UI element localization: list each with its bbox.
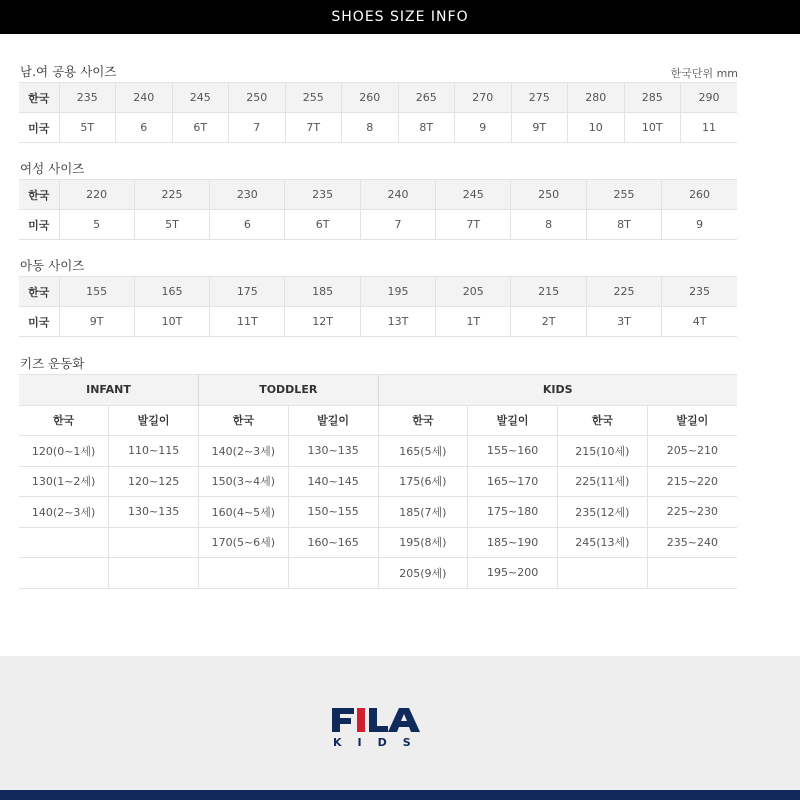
footer-bar [0,790,800,800]
kids-shoes-table [19,374,737,589]
size-cell: 7T [436,210,511,240]
size-cell: 13T [360,307,435,337]
kr-label: 한국 [19,277,59,307]
size-cell: 9T [59,307,134,337]
size-cell: 120(0~1세) [19,436,109,467]
size-cell: 255 [586,180,661,210]
size-cell: 220 [59,180,134,210]
us-row [19,307,737,337]
size-cell: 4T [662,307,737,337]
size-cell: 5T [134,210,209,240]
size-cell: 250 [511,180,586,210]
size-cell: 240 [116,83,173,113]
size-cell: 10T [134,307,209,337]
size-cell: 9 [662,210,737,240]
size-cell [558,558,648,589]
logo-sub-text: KIDS [333,736,427,749]
footer [0,656,800,800]
size-cell: 250 [229,83,286,113]
size-cell: 185 [285,277,360,307]
size-cell: 120~125 [109,466,199,497]
size-cell: 245 [172,83,229,113]
size-cell: 8T [398,113,455,143]
size-cell: 165~170 [468,466,558,497]
size-cell: 3T [586,307,661,337]
women-size-table [19,179,737,240]
unisex-section-title: 남.여 공용 사이즈 [20,64,117,79]
size-cell: 2T [511,307,586,337]
sub-header: 발길이 [647,405,737,436]
size-cell: 8 [511,210,586,240]
kr-row [19,180,737,210]
sub-header: 한국 [558,405,648,436]
size-cell [288,558,378,589]
size-cell: 235~240 [647,527,737,558]
size-cell: 8 [342,113,399,143]
size-cell: 270 [455,83,512,113]
page-header [0,0,800,34]
size-cell: 160(4~5세) [199,497,289,528]
size-cell: 10T [624,113,681,143]
size-cell: 275 [511,83,568,113]
sub-header: 한국 [378,405,468,436]
size-cell: 140(2~3세) [199,436,289,467]
size-cell [199,558,289,589]
size-cell: 5 [59,210,134,240]
size-cell: 235 [285,180,360,210]
size-cell: 205~210 [647,436,737,467]
group-header-row [19,375,737,406]
size-cell: 235 [59,83,116,113]
size-cell: 195(8세) [378,527,468,558]
size-cell: 225~230 [647,497,737,528]
size-cell: 240 [360,180,435,210]
table-row [19,497,737,528]
sub-header: 한국 [19,405,109,436]
size-cell: 255 [285,83,342,113]
size-cell: 165(5세) [378,436,468,467]
size-cell: 150(3~4세) [199,466,289,497]
size-cell [19,558,109,589]
size-cell: 175~180 [468,497,558,528]
size-cell: 7 [360,210,435,240]
children-section-title: 아동 사이즈 [20,258,85,273]
unisex-size-table [19,82,737,143]
size-cell: 215(10세) [558,436,648,467]
us-label: 미국 [19,307,59,337]
group-infant: INFANT [19,375,199,406]
women-section-title: 여성 사이즈 [20,161,85,176]
size-cell: 11 [681,113,738,143]
table-row [19,436,737,467]
size-cell: 155 [59,277,134,307]
table-row [19,527,737,558]
size-cell: 185~190 [468,527,558,558]
kr-label: 한국 [19,83,59,113]
us-label: 미국 [19,113,59,143]
sub-header: 발길이 [288,405,378,436]
size-cell: 235(12세) [558,497,648,528]
table-row [19,466,737,497]
size-cell: 6T [172,113,229,143]
size-cell: 130(1~2세) [19,466,109,497]
size-cell: 6 [116,113,173,143]
us-row [19,113,737,143]
size-cell: 245 [436,180,511,210]
size-cell: 205 [436,277,511,307]
size-cell: 280 [568,83,625,113]
group-toddler: TODDLER [199,375,379,406]
size-cell: 235 [662,277,737,307]
size-cell: 155~160 [468,436,558,467]
size-cell: 9T [511,113,568,143]
size-cell: 245(13세) [558,527,648,558]
us-row [19,210,737,240]
kr-label: 한국 [19,180,59,210]
kr-row [19,277,737,307]
size-cell: 7T [285,113,342,143]
size-cell: 5T [59,113,116,143]
size-cell: 6T [285,210,360,240]
size-cell: 260 [662,180,737,210]
size-cell: 265 [398,83,455,113]
size-cell: 170(5~6세) [199,527,289,558]
size-cell: 10 [568,113,625,143]
size-cell: 130~135 [288,436,378,467]
size-cell: 12T [285,307,360,337]
size-cell: 185(7세) [378,497,468,528]
page-title: SHOES SIZE INFO [331,9,469,25]
size-cell: 140(2~3세) [19,497,109,528]
size-cell: 7 [229,113,286,143]
size-cell: 215~220 [647,466,737,497]
size-cell [19,527,109,558]
size-cell [109,558,199,589]
size-cell: 285 [624,83,681,113]
size-cell: 11T [210,307,285,337]
kr-row [19,83,737,113]
size-cell: 260 [342,83,399,113]
us-label: 미국 [19,210,59,240]
size-cell: 205(9세) [378,558,468,589]
size-cell: 195 [360,277,435,307]
size-cell: 225 [134,180,209,210]
sub-header: 발길이 [468,405,558,436]
size-cell: 9 [455,113,512,143]
size-cell: 175 [210,277,285,307]
sub-header-row [19,405,737,436]
size-cell: 230 [210,180,285,210]
size-cell: 175(6세) [378,466,468,497]
size-cell: 165 [134,277,209,307]
size-cell: 225 [586,277,661,307]
size-cell: 195~200 [468,558,558,589]
table-row [19,558,737,589]
children-size-table [19,276,737,337]
size-cell: 140~145 [288,466,378,497]
size-cell: 290 [681,83,738,113]
size-cell [647,558,737,589]
group-kids: KIDS [378,375,737,406]
sub-header: 발길이 [109,405,199,436]
size-cell: 160~165 [288,527,378,558]
size-cell: 150~155 [288,497,378,528]
size-cell: 8T [586,210,661,240]
size-cell: 215 [511,277,586,307]
size-cell: 110~115 [109,436,199,467]
kids-shoes-section-title: 키즈 운동화 [20,356,85,371]
size-cell: 130~135 [109,497,199,528]
size-cell: 6 [210,210,285,240]
sub-header: 한국 [199,405,289,436]
unit-note: 한국단위 mm [670,67,738,80]
size-cell: 1T [436,307,511,337]
size-cell: 225(11세) [558,466,648,497]
size-cell [109,527,199,558]
